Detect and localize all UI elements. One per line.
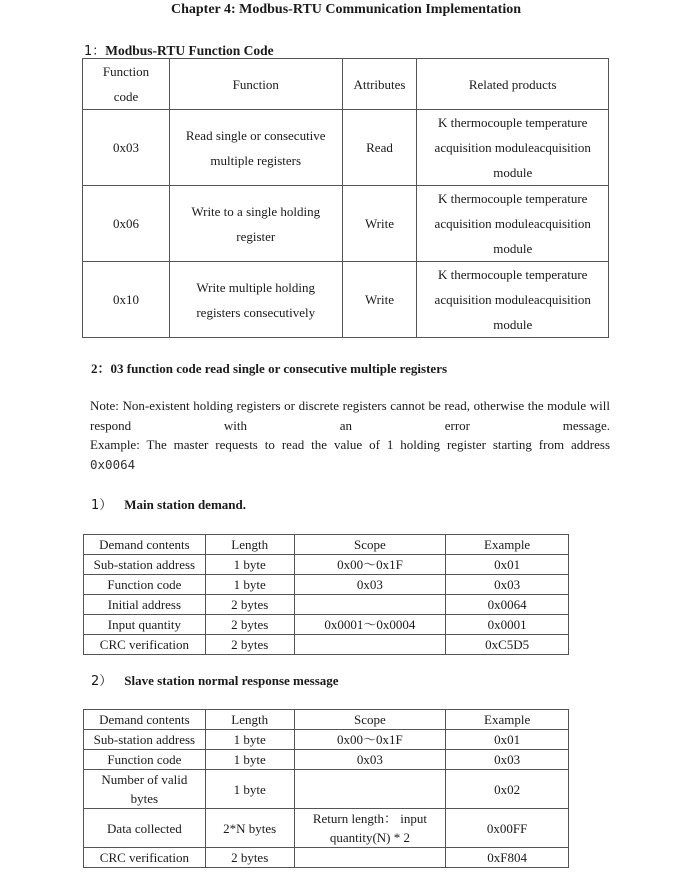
table-cell: Input quantity (84, 615, 206, 635)
example-paragraph (90, 435, 610, 474)
table-row (83, 262, 609, 338)
section-2-heading: 2：03 function code read single or consecutive multiple registers (91, 361, 448, 376)
header-cell: Scope (294, 710, 446, 730)
table-row (84, 809, 569, 848)
table-row (84, 750, 569, 770)
table-cell: Data collected (84, 809, 206, 848)
header-cell: Related products (417, 59, 609, 110)
table-cell: 1 byte (205, 575, 294, 595)
table-cell: 0x00～0x1F (294, 555, 446, 575)
table-cell: Initial address (84, 595, 206, 615)
table-cell: Read (342, 110, 417, 186)
function-code-table (82, 58, 609, 338)
table-cell: 0x0064 (446, 595, 569, 615)
subsection-1-number: 1） (91, 498, 113, 513)
header-cell: Example (446, 710, 569, 730)
table-cell: Sub-station address (84, 730, 206, 750)
header-cell: Length (205, 535, 294, 555)
table-cell: 0x10 (83, 262, 170, 338)
table-cell: 0x00～0x1F (294, 730, 446, 750)
section-1-number: 1： (84, 44, 106, 59)
table-cell: 0x03 (83, 110, 170, 186)
table-cell: CRC verification (84, 635, 206, 655)
table-cell: CRC verification (84, 848, 206, 868)
table-cell: Number of valid bytes (84, 770, 206, 809)
table-row (84, 595, 569, 615)
table-header-row (84, 535, 569, 555)
table-cell: 0x06 (83, 186, 170, 262)
table-cell: Function code (84, 750, 206, 770)
table-cell (294, 635, 446, 655)
table-row (83, 186, 609, 262)
table-cell: 0x02 (446, 770, 569, 809)
master-request-table (83, 534, 569, 655)
table-cell: 1 byte (205, 555, 294, 575)
header-cell: Demand contents (84, 535, 206, 555)
subsection-1-heading (91, 494, 246, 513)
subsection-2-title: Slave station normal response message (124, 673, 339, 688)
header-cell: Function code (83, 59, 170, 110)
table-cell: 0x03 (294, 575, 446, 595)
table-cell (294, 595, 446, 615)
subsection-2-number: 2） (91, 674, 113, 689)
table-cell: 0x0001 (446, 615, 569, 635)
table-cell: 0x01 (446, 555, 569, 575)
table-row (84, 555, 569, 575)
table-cell: 0x01 (446, 730, 569, 750)
table-row (84, 635, 569, 655)
table-cell: K thermocouple temperature acquisition moduleacquisition module (417, 262, 609, 338)
section-1-heading (84, 40, 274, 59)
note-text: Note: Non-existent holding registers or discrete registers cannot be read, otherwise the module will respond with an error message. (90, 398, 610, 433)
page-title: Chapter 4: Modbus-RTU Communication Implementation (170, 2, 522, 17)
table-cell: 1 byte (205, 730, 294, 750)
table-cell: 0x03 (446, 750, 569, 770)
table-row (84, 848, 569, 868)
table-cell: 0xC5D5 (446, 635, 569, 655)
table-header-row (83, 59, 609, 110)
table-row (84, 730, 569, 750)
section-1-title: Modbus-RTU Function Code (105, 43, 274, 58)
table-cell: Write (342, 186, 417, 262)
table-row (84, 615, 569, 635)
header-cell: Function (169, 59, 342, 110)
table-cell: Read single or consecutive multiple registers (169, 110, 342, 186)
header-cell: Demand contents (84, 710, 206, 730)
table-cell: 0x03 (446, 575, 569, 595)
table-cell: 2*N bytes (205, 809, 294, 848)
table-cell: 0x03 (294, 750, 446, 770)
table-cell: 0xF804 (446, 848, 569, 868)
header-cell: Attributes (342, 59, 417, 110)
table-row (84, 575, 569, 595)
table-cell: 1 byte (205, 770, 294, 809)
table-cell: Sub-station address (84, 555, 206, 575)
example-text: Example: The master requests to read the value of 1 holding register starting from address (90, 437, 610, 452)
table-cell: 1 byte (205, 750, 294, 770)
table-cell: 2 bytes (205, 595, 294, 615)
table-cell: Write multiple holding registers consecutively (169, 262, 342, 338)
table-cell: 2 bytes (205, 635, 294, 655)
table-cell: Return length： input quantity(N) * 2 (294, 809, 446, 848)
slave-response-table (83, 709, 569, 868)
table-cell: Write (342, 262, 417, 338)
header-cell: Example (446, 535, 569, 555)
table-cell: Function code (84, 575, 206, 595)
table-cell: 0x00FF (446, 809, 569, 848)
table-cell: Write to a single holding register (169, 186, 342, 262)
subsection-2-heading (91, 670, 339, 689)
table-cell (294, 848, 446, 868)
table-cell: 2 bytes (205, 615, 294, 635)
table-cell: K thermocouple temperature acquisition moduleacquisition module (417, 186, 609, 262)
table-cell: 0x0001～0x0004 (294, 615, 446, 635)
table-row (84, 770, 569, 809)
table-row (83, 110, 609, 186)
subsection-1-title: Main station demand. (124, 497, 246, 512)
table-cell (294, 770, 446, 809)
example-address: 0x0064 (90, 456, 136, 472)
header-cell: Length (205, 710, 294, 730)
header-cell: Scope (294, 535, 446, 555)
table-cell: 2 bytes (205, 848, 294, 868)
note-paragraph-line1 (90, 396, 610, 435)
table-header-row (84, 710, 569, 730)
table-cell: K thermocouple temperature acquisition moduleacquisition module (417, 110, 609, 186)
